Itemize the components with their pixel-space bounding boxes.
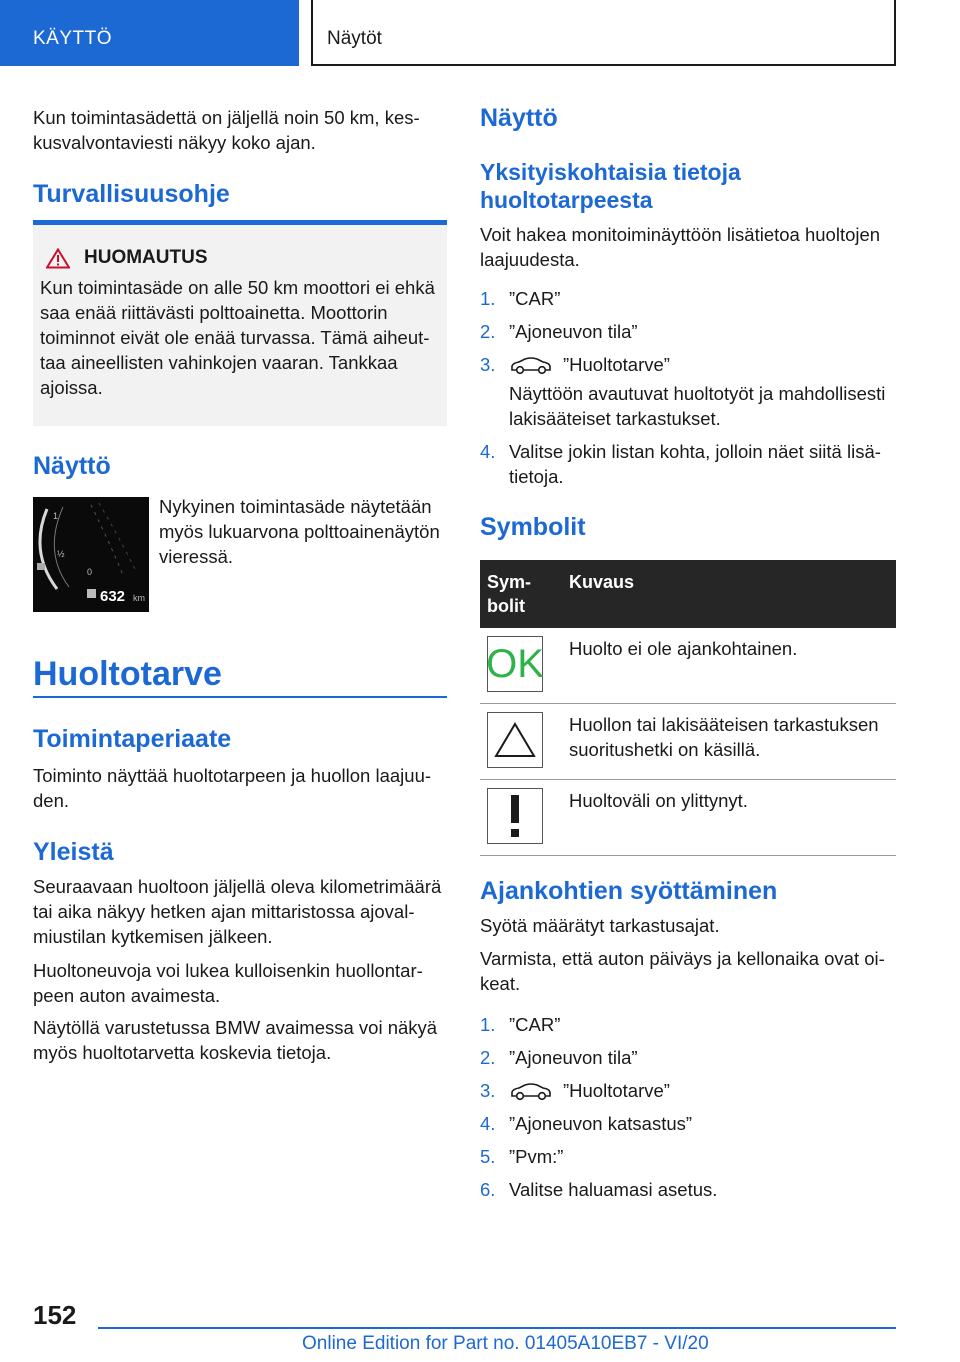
list-item: 1. ”CAR” [480,1014,561,1035]
principle-text: Toiminto näyttää huoltotarpeen ja huollon laajuuden. [33,765,432,811]
principle-heading: Toimintaperiaate [33,725,232,753]
display-heading-left: Näyttö [33,452,111,480]
ok-icon: OK [487,636,543,692]
dates-paragraph-1: Syötä määrätyt tarkastusajat. [480,915,720,936]
table-header-description: Kuvaus [562,560,896,628]
dates-steps [480,1012,896,1210]
table-cell-desc: Huolto ei ole ajankohtainen. [562,628,896,703]
gauge-tick-empty: 0 [87,567,93,577]
fuel-gauge-graphic [33,497,149,612]
range-unit: km [133,593,145,603]
list-item: 2. ”Ajoneuvon tila” [480,321,638,342]
warning-triangle-icon [487,712,543,768]
general-paragraph-1: Seuraavaan huoltoon jäljellä oleva kilometrimäärä tai aika näkyy hetken ajan mittaristossa ajovalmiustilan kytkemisen jälkeen. [33,876,442,947]
safety-heading: Turvallisuusohje [33,180,230,208]
list-item: 6. Valitse haluamasi asetus. [480,1179,718,1200]
list-item: 2. ”Ajoneuvon tila” [480,1047,638,1068]
general-paragraph-2: Huoltoneuvoja voi lukea kulloisenkin huollontarpeen auton avaimesta. [33,960,423,1006]
dates-paragraph-2: Varmista, että auton päiväys ja kellonaika ovat oikeat. [480,948,885,994]
notice-text: Kun toimintasäde on alle 50 km moottori ei ehkä saa enää riittävästi polttoainetta. Moottorin toiminnot eivät ole enää turvassa. Tämä aiheuttaa aineellisten vahinkojen vaaran. Tankkaa ajoissa. [40,277,435,398]
fuel-pump-mini-icon [37,563,45,570]
list-item: 3. ”Huoltotarve” [480,1080,670,1101]
table-row [480,703,896,779]
table-row [480,779,896,855]
table-header-symbols: Symbolit [480,560,562,628]
car-icon [509,357,553,375]
table-row [480,628,896,703]
exclamation-icon [487,788,543,844]
fuel-pump-icon [87,589,96,598]
list-item: 5. ”Pvm:” [480,1146,564,1167]
general-paragraph-3: Näytöllä varustetussa BMW avaimessa voi näkyä myös huoltotarvetta koskevia tietoja. [33,1017,438,1063]
details-text: Voit hakea monitoiminäyttöön lisätietoa huoltojen laajuudesta. [480,224,881,270]
instrument-cluster-image [33,497,149,612]
range-readout: 632 [100,588,126,605]
footer-rule [98,1327,896,1329]
list-item: 4. Valitse jokin listan kohta, jolloin näet siitä lisätietoja. [480,441,881,487]
section-tab: KÄYTTÖ [0,0,299,66]
intro-paragraph: Kun toimintasädettä on jäljellä noin 50 km, keskusvalvontaviesti näkyy koko ajan. [33,107,420,153]
notice-title: HUOMAUTUS [84,247,208,268]
list-item: 4. ”Ajoneuvon katsastus” [480,1113,693,1134]
dates-heading: Ajankohtien syöttäminen [480,877,778,905]
gauge-tick-half: ½ [57,549,65,559]
gauge-tick-full: 1 [53,511,59,521]
details-steps [480,286,896,497]
table-cell-desc: Huollon tai lakisääteisen tarkastuksen suoritushetki on käsillä. [562,703,896,779]
heading-rule [33,696,447,698]
display-paragraph: Nykyinen toimintasäde näytetään myös lukuarvona polttoainenäytön vieressä. [159,496,440,567]
edition-text: Online Edition for Part no. 01405A10EB7 - VI/20 [302,1333,709,1354]
symbols-heading: Symbolit [480,513,586,541]
service-heading: Huoltotarve [33,655,222,693]
list-item: 3. ”Huoltotarve” Näyttöön avautuvat huoltotyöt ja mahdollisesti lakisääteiset tarkastukset. [480,354,886,429]
list-item: 1. ”CAR” [480,288,561,309]
details-heading: Yksityiskohtaisia tietoja huoltotarpeesta [480,159,741,213]
warning-triangle-icon [46,248,70,269]
page-number: 152 [33,1300,77,1330]
general-heading: Yleistä [33,838,114,866]
notice-header [40,247,439,269]
chapter-title: Näytöt [311,0,896,66]
car-icon [509,1083,553,1101]
symbols-table [480,560,896,856]
table-cell-desc: Huoltoväli on ylittynyt. [562,779,896,855]
display-heading-right: Näyttö [480,104,558,132]
notice-box [33,220,447,426]
